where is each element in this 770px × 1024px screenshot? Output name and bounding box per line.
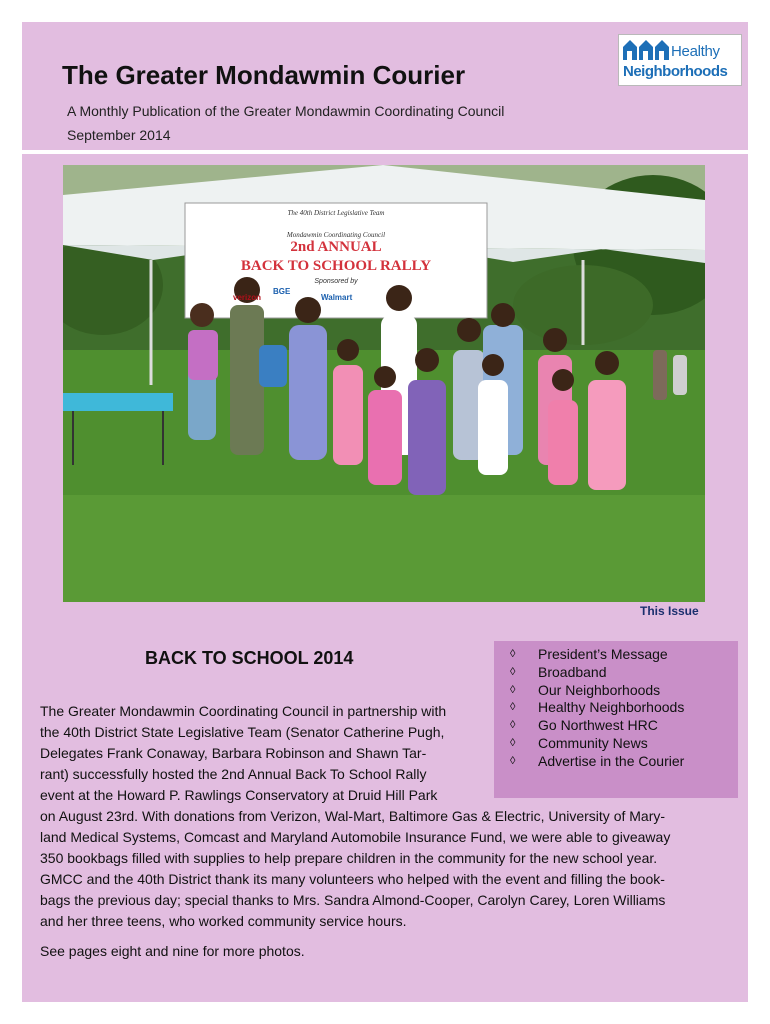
article-line: and her three teens, who worked community service hours.: [40, 913, 407, 929]
diamond-bullet-icon: ◊: [510, 648, 516, 660]
newsletter-subtitle: A Monthly Publication of the Greater Mondawmin Coordinating Council: [67, 103, 505, 119]
article-line: on August 23rd. With donations from Verizon, Wal-Mart, Baltimore Gas & Electric, University of Mary-: [40, 808, 666, 824]
logo-text-neighborhoods: Neighborhoods: [623, 63, 728, 80]
this-issue-label: This Issue: [640, 604, 699, 618]
this-issue-box: [494, 641, 738, 798]
article-line: GMCC and the 40th District thank its many volunteers who helped with the event and filling the book-: [40, 871, 665, 887]
banner-line-rally: BACK TO SCHOOL RALLY: [240, 258, 432, 274]
article-footer-note: See pages eight and nine for more photos.: [40, 943, 305, 959]
article-heading: BACK TO SCHOOL 2014: [145, 648, 354, 668]
diamond-bullet-icon: ◊: [510, 736, 516, 749]
diamond-bullet-icon: ◊: [510, 754, 516, 767]
article-line: rant) successfully hosted the 2nd Annual Back To School Rally: [40, 766, 427, 782]
toc-item[interactable]: ◊ Advertise in the Courier: [510, 752, 685, 769]
diamond-bullet-icon: ◊: [510, 665, 516, 678]
newsletter-title: The Greater Mondawmin Courier: [62, 60, 466, 90]
houses-icon: [623, 39, 669, 61]
toc-item[interactable]: ◊ Our Neighborhoods: [510, 681, 661, 698]
article-line: bags the previous day; special thanks to Mrs. Sandra Almond-Cooper, Carolyn Carey, Loren Williams: [40, 892, 666, 908]
banner-line-mid: Mondawmin Coordinating Council: [286, 231, 386, 239]
issue-date: September 2014: [67, 127, 171, 143]
banner-line-annual: 2nd ANNUAL: [290, 239, 382, 255]
article-line: Delegates Frank Conaway, Barbara Robinson and Shawn Tar-: [40, 745, 427, 761]
article-line: the 40th District State Legislative Team (Senator Catherine Pugh,: [40, 724, 445, 740]
logo-text-healthy: Healthy: [671, 43, 720, 60]
masthead-divider: [22, 150, 748, 154]
article-line: The Greater Mondawmin Coordinating Council in partnership with: [40, 703, 447, 719]
rally-group-photo: [63, 165, 705, 602]
toc-item[interactable]: ◊ Go Northwest HRC: [510, 717, 658, 734]
article-line: 350 bookbags filled with supplies to help prepare children in the community for the new school year.: [40, 850, 658, 866]
banner-line-top: The 40th District Legislative Team: [287, 209, 385, 217]
toc-item[interactable]: ◊ Broadband: [510, 663, 607, 680]
banner-sponsored-by: Sponsored by: [314, 278, 358, 285]
article-line: event at the Howard P. Rawlings Conservatory at Druid Hill Park: [40, 787, 438, 803]
toc-item[interactable]: ◊ Community News: [510, 734, 648, 751]
healthy-neighborhoods-logo: [618, 34, 742, 86]
banner-sponsor-walmart: Walmart: [321, 293, 353, 302]
article-line: land Medical Systems, Comcast and Maryland Automobile Insurance Fund, we were able to giveaway: [40, 829, 671, 845]
toc-item[interactable]: ◊ Healthy Neighborhoods: [510, 699, 685, 716]
diamond-bullet-icon: ◊: [510, 701, 516, 714]
diamond-bullet-icon: ◊: [510, 683, 516, 696]
toc-item[interactable]: ◊ President’s Message: [510, 646, 668, 662]
this-issue-list: [494, 641, 738, 771]
diamond-bullet-icon: ◊: [510, 719, 516, 732]
banner-sponsor-bge: BGE: [273, 287, 291, 296]
banner-sponsor-verizon: verizon: [233, 293, 262, 302]
